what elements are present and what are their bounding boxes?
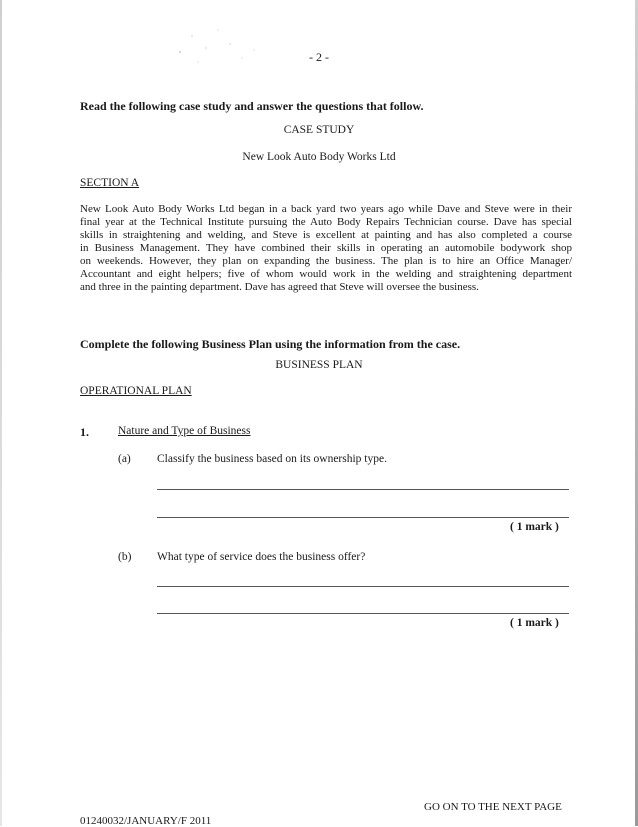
business-plan-heading: BUSINESS PLAN: [275, 359, 363, 371]
go-on-next-page: GO ON TO THE NEXT PAGE: [424, 801, 562, 813]
case-paragraph: [80, 203, 572, 294]
paragraph-line: skills in straightening and welding, and Steve is excellent at painting and has also completed a course: [80, 229, 572, 241]
section-a-label: SECTION A: [80, 177, 140, 189]
part-a-answer-line-2[interactable]: [157, 517, 569, 518]
business-plan-instruction: Complete the following Business Plan using the information from the case.: [80, 337, 461, 351]
case-study-heading: CASE STUDY: [283, 124, 355, 136]
part-b-answer-line-2[interactable]: [157, 613, 569, 614]
question-number: 1.: [80, 425, 89, 439]
part-a-label: (a): [118, 453, 131, 465]
company-name: New Look Auto Body Works Ltd: [242, 151, 396, 163]
part-a-question: Classify the business based on its ownership type.: [157, 453, 387, 465]
part-b-label: (b): [118, 551, 132, 563]
part-b-question: What type of service does the business offer?: [157, 551, 366, 563]
operational-plan-label: OPERATIONAL PLAN: [80, 385, 192, 397]
question-title: Nature and Type of Business: [118, 425, 251, 437]
case-instruction: Read the following case study and answer the questions that follow.: [80, 99, 424, 113]
page-number: - 2 -: [309, 50, 329, 64]
exam-code: 01240032/JANUARY/F 2011: [80, 815, 212, 827]
paragraph-line: and three in the painting department. Dave has agreed that Steve will oversee the business.: [80, 281, 479, 293]
paragraph-line: New Look Auto Body Works Ltd began in a back yard two years ago while Dave and Steve were in their: [80, 203, 572, 215]
paragraph-line: in Business Management. They have combined their skills in operating an automobile bodywork shop: [80, 242, 572, 254]
part-a-answer-line-1[interactable]: [157, 489, 569, 490]
paragraph-line: final year at the Technical Institute pursuing the Auto Body Repairs Technician course. Dave has special: [80, 216, 572, 228]
part-b-answer-line-1[interactable]: [157, 586, 569, 587]
part-a-mark: ( 1 mark ): [510, 521, 559, 533]
paragraph-line: Accountant and eight helpers; five of whom would work in the welding and straightening department: [80, 268, 572, 280]
part-b-mark: ( 1 mark ): [510, 617, 559, 629]
paragraph-line: on weekends. However, they plan on expanding the business. The plan is to hire an Office Manager/: [80, 255, 572, 267]
